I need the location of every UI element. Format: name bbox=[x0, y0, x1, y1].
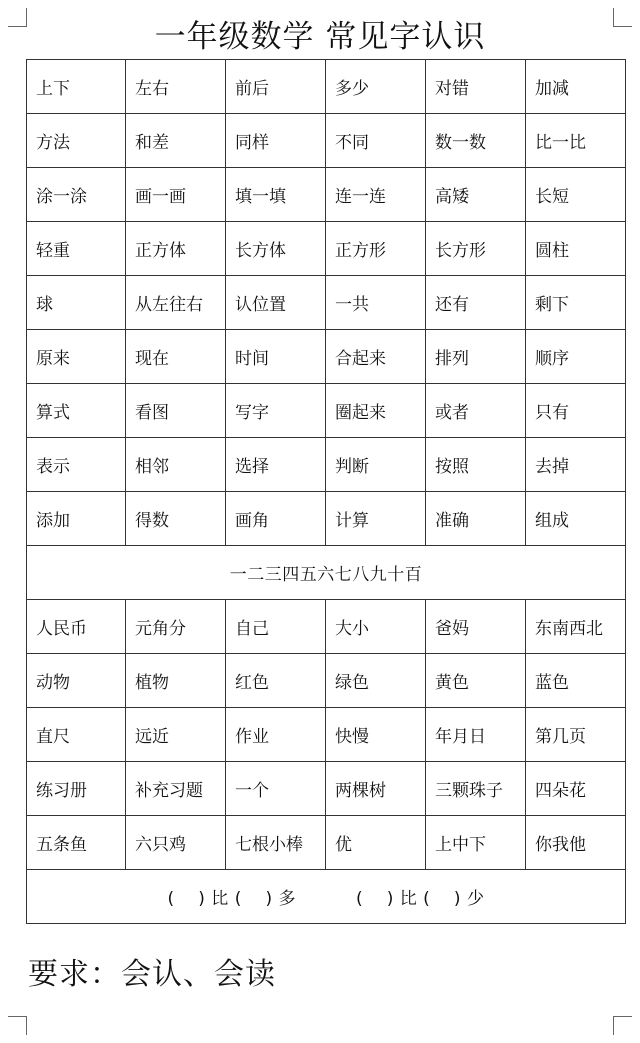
word-cell: 从左往右 bbox=[126, 276, 226, 330]
word-cell: 动物 bbox=[27, 654, 126, 708]
table-row bbox=[27, 384, 626, 438]
word-cell: 作业 bbox=[226, 708, 326, 762]
word-cell: 相邻 bbox=[126, 438, 226, 492]
word-cell: 元角分 bbox=[126, 600, 226, 654]
word-cell: 第几页 bbox=[526, 708, 626, 762]
word-cell: 轻重 bbox=[27, 222, 126, 276]
table-row bbox=[27, 546, 626, 600]
word-cell: 判断 bbox=[326, 438, 426, 492]
word-cell: 上下 bbox=[27, 60, 126, 114]
word-cell: 得数 bbox=[126, 492, 226, 546]
word-cell: 七根小棒 bbox=[226, 816, 326, 870]
word-cell: 长方体 bbox=[226, 222, 326, 276]
word-cell: 远近 bbox=[126, 708, 226, 762]
table-row bbox=[27, 492, 626, 546]
word-cell: 球 bbox=[27, 276, 126, 330]
word-cell: 上中下 bbox=[426, 816, 526, 870]
word-cell: 画一画 bbox=[126, 168, 226, 222]
word-cell: 选择 bbox=[226, 438, 326, 492]
word-cell: 现在 bbox=[126, 330, 226, 384]
word-cell: 数一数 bbox=[426, 114, 526, 168]
table-row bbox=[27, 276, 626, 330]
word-cell: 画角 bbox=[226, 492, 326, 546]
word-cell: 只有 bbox=[526, 384, 626, 438]
table-row bbox=[27, 330, 626, 384]
word-cell: 方法 bbox=[27, 114, 126, 168]
table-row bbox=[27, 60, 626, 114]
crop-mark-bottom-right bbox=[613, 1016, 632, 1035]
word-cell: 原来 bbox=[27, 330, 126, 384]
word-cell: 算式 bbox=[27, 384, 126, 438]
word-cell: 或者 bbox=[426, 384, 526, 438]
page-title: 一年级数学 常见字认识 bbox=[154, 19, 486, 55]
word-cell: 还有 bbox=[426, 276, 526, 330]
word-cell: 一个 bbox=[226, 762, 326, 816]
word-cell: 你我他 bbox=[526, 816, 626, 870]
word-cell: 人民币 bbox=[27, 600, 126, 654]
word-cell: 大小 bbox=[326, 600, 426, 654]
word-cell: 合起来 bbox=[326, 330, 426, 384]
table-row bbox=[27, 222, 626, 276]
word-cell: 植物 bbox=[126, 654, 226, 708]
word-cell: 不同 bbox=[326, 114, 426, 168]
word-cell: 连一连 bbox=[326, 168, 426, 222]
word-cell: 左右 bbox=[126, 60, 226, 114]
table-row bbox=[27, 654, 626, 708]
word-cell: 直尺 bbox=[27, 708, 126, 762]
word-cell: 顺序 bbox=[526, 330, 626, 384]
word-cell: 蓝色 bbox=[526, 654, 626, 708]
word-cell: 圈起来 bbox=[326, 384, 426, 438]
table-row bbox=[27, 114, 626, 168]
comparison-cell bbox=[27, 870, 626, 924]
table-row bbox=[27, 600, 626, 654]
word-cell: 四朵花 bbox=[526, 762, 626, 816]
word-cell: 同样 bbox=[226, 114, 326, 168]
word-cell: 正方形 bbox=[326, 222, 426, 276]
table-row bbox=[27, 870, 626, 924]
word-cell: 长方形 bbox=[426, 222, 526, 276]
word-cell: 比一比 bbox=[526, 114, 626, 168]
word-cell: 优 bbox=[326, 816, 426, 870]
crop-mark-bottom-left bbox=[8, 1016, 27, 1035]
word-cell: 自己 bbox=[226, 600, 326, 654]
word-cell: 和差 bbox=[126, 114, 226, 168]
table-row bbox=[27, 762, 626, 816]
word-table bbox=[26, 59, 626, 924]
word-cell: 爸妈 bbox=[426, 600, 526, 654]
word-cell: 高矮 bbox=[426, 168, 526, 222]
table-row bbox=[27, 168, 626, 222]
word-cell: 三颗珠子 bbox=[426, 762, 526, 816]
word-cell: 正方体 bbox=[126, 222, 226, 276]
word-cell: 对错 bbox=[426, 60, 526, 114]
word-cell: 六只鸡 bbox=[126, 816, 226, 870]
word-cell: 时间 bbox=[226, 330, 326, 384]
word-cell: 表示 bbox=[27, 438, 126, 492]
word-cell: 认位置 bbox=[226, 276, 326, 330]
word-table-body bbox=[27, 60, 626, 924]
word-cell: 练习册 bbox=[27, 762, 126, 816]
word-cell: 黄色 bbox=[426, 654, 526, 708]
word-cell: 前后 bbox=[226, 60, 326, 114]
word-cell: 去掉 bbox=[526, 438, 626, 492]
word-cell: 排列 bbox=[426, 330, 526, 384]
word-cell: 多少 bbox=[326, 60, 426, 114]
word-cell: 两棵树 bbox=[326, 762, 426, 816]
word-cell: 东南西北 bbox=[526, 600, 626, 654]
word-cell: 按照 bbox=[426, 438, 526, 492]
word-cell: 绿色 bbox=[326, 654, 426, 708]
word-cell: 一共 bbox=[326, 276, 426, 330]
table-row bbox=[27, 708, 626, 762]
word-cell: 计算 bbox=[326, 492, 426, 546]
word-cell: 组成 bbox=[526, 492, 626, 546]
requirement-note: 要求：会认、会读 bbox=[28, 957, 276, 992]
word-cell: 加减 bbox=[526, 60, 626, 114]
word-cell: 补充习题 bbox=[126, 762, 226, 816]
comparison-less: ( ) 比 ( ) 少 bbox=[356, 889, 485, 909]
word-cell: 填一填 bbox=[226, 168, 326, 222]
word-cell: 写字 bbox=[226, 384, 326, 438]
word-cell: 添加 bbox=[27, 492, 126, 546]
word-cell: 长短 bbox=[526, 168, 626, 222]
word-cell: 五条鱼 bbox=[27, 816, 126, 870]
word-cell: 年月日 bbox=[426, 708, 526, 762]
numerals-cell: 一二三四五六七八九十百 bbox=[27, 546, 626, 600]
comparison-more: ( ) 比 ( ) 多 bbox=[167, 889, 296, 909]
word-cell: 圆柱 bbox=[526, 222, 626, 276]
word-cell: 快慢 bbox=[326, 708, 426, 762]
word-cell: 准确 bbox=[426, 492, 526, 546]
word-cell: 红色 bbox=[226, 654, 326, 708]
table-row bbox=[27, 438, 626, 492]
table-row bbox=[27, 816, 626, 870]
word-cell: 看图 bbox=[126, 384, 226, 438]
word-cell: 剩下 bbox=[526, 276, 626, 330]
word-cell: 涂一涂 bbox=[27, 168, 126, 222]
